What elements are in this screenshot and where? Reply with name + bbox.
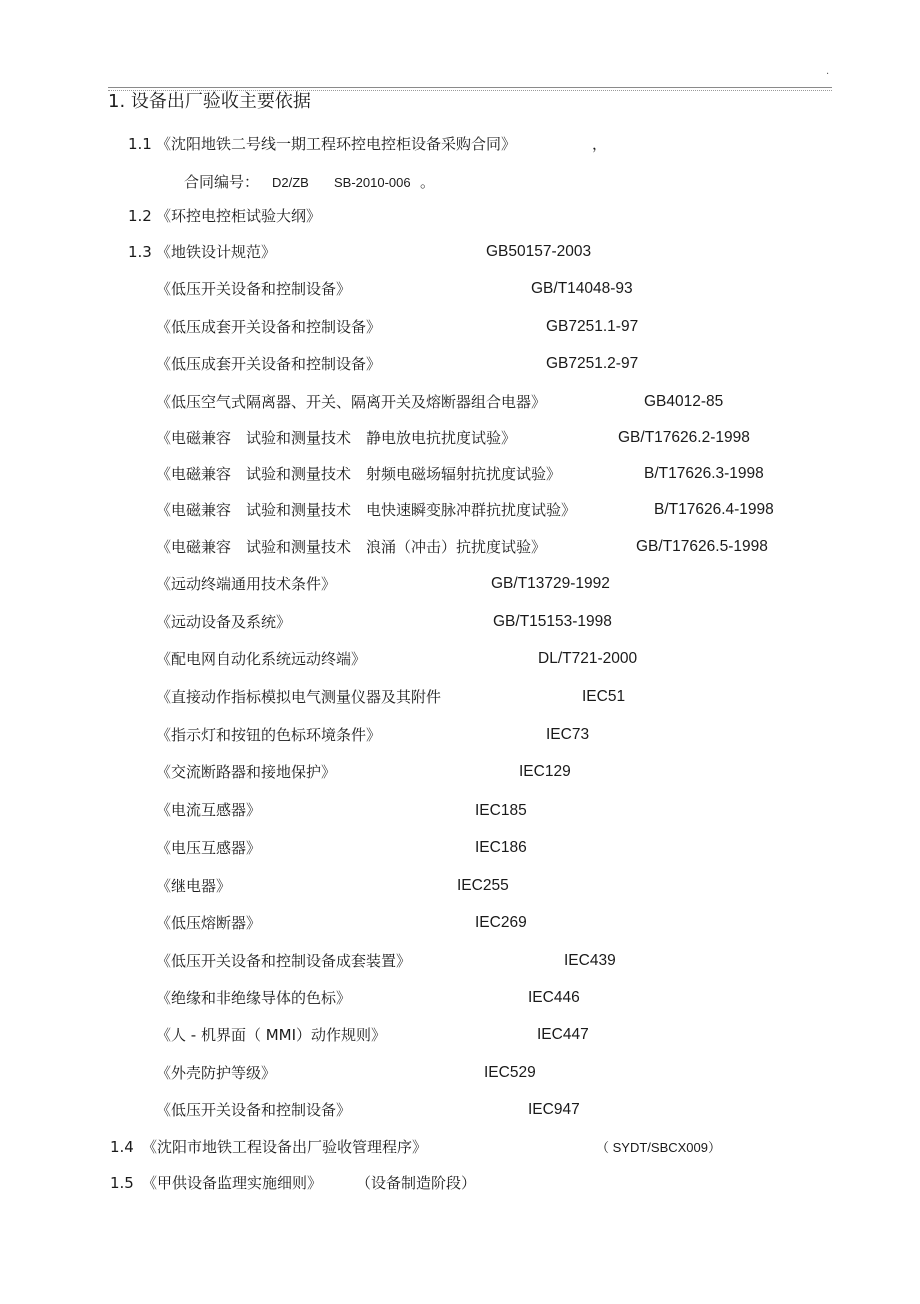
standard-title: 《低压开关设备和控制设备》 bbox=[156, 1101, 352, 1119]
contract-end: 。 bbox=[420, 173, 436, 191]
standard-code: B/T17626.4-1998 bbox=[654, 501, 774, 518]
standard-title: 《电流互感器》 bbox=[156, 801, 262, 819]
contract-number-b: SB-2010-006 bbox=[334, 175, 411, 190]
standard-code: DL/T721-2000 bbox=[538, 650, 638, 667]
item-number: 1.1 bbox=[128, 135, 152, 153]
standard-code: （ SYDT/SBCX009） bbox=[596, 1140, 721, 1155]
standard-title: 《远动终端通用技术条件》 bbox=[156, 575, 337, 593]
item-note: （设备制造阶段） bbox=[356, 1174, 477, 1192]
item-number: 1.4 bbox=[110, 1138, 134, 1156]
item-title: 《环控电控柜试验大纲》 bbox=[156, 207, 322, 225]
standard-title: 《低压开关设备和控制设备成套装置》 bbox=[156, 952, 412, 970]
item-number: 1.2 bbox=[128, 207, 152, 225]
item-number: 1.5 bbox=[110, 1174, 134, 1192]
standard-code: IEC186 bbox=[475, 839, 527, 856]
standard-code: IEC447 bbox=[537, 1026, 589, 1043]
standard-title: 《低压熔断器》 bbox=[156, 914, 262, 932]
item-title: 《甲供设备监理实施细则》 bbox=[142, 1174, 323, 1192]
standard-code: GB50157-2003 bbox=[486, 243, 592, 260]
standard-code: IEC269 bbox=[475, 914, 527, 931]
standard-title: 《低压空气式隔离器、开关、隔离开关及熔断器组合电器》 bbox=[156, 393, 547, 411]
page-mark: . bbox=[826, 66, 830, 77]
contract-label: 合同编号： bbox=[184, 173, 260, 191]
standard-title: 《指示灯和按钮的色标环境条件》 bbox=[156, 726, 382, 744]
standard-code: GB/T17626.5-1998 bbox=[636, 538, 768, 555]
header-rule bbox=[108, 87, 832, 88]
standard-code: IEC439 bbox=[564, 952, 616, 969]
section-title: 1. 设备出厂验收主要依据 bbox=[108, 91, 311, 112]
standard-code: IEC529 bbox=[484, 1064, 536, 1081]
standard-code: IEC947 bbox=[528, 1101, 580, 1118]
standard-title: 《继电器》 bbox=[156, 877, 232, 895]
standard-code: IEC51 bbox=[582, 688, 626, 705]
standard-title: 《电磁兼容 试验和测量技术 浪涌（冲击）抗扰度试验》 bbox=[156, 538, 547, 556]
standard-title: 《绝缘和非绝缘导体的色标》 bbox=[156, 989, 352, 1007]
contract-number-a: D2/ZB bbox=[272, 175, 309, 190]
standard-code: IEC185 bbox=[475, 802, 527, 819]
standard-title: 《低压成套开关设备和控制设备》 bbox=[156, 355, 382, 373]
standard-code: GB/T14048-93 bbox=[531, 280, 633, 297]
standard-title: 《低压开关设备和控制设备》 bbox=[156, 280, 352, 298]
item-trailing-comma: ， bbox=[592, 135, 608, 153]
standard-title: 《配电网自动化系统远动终端》 bbox=[156, 650, 367, 668]
item-number: 1.3 bbox=[128, 243, 152, 261]
standard-code: GB/T17626.2-1998 bbox=[618, 429, 750, 446]
standard-code: GB/T13729-1992 bbox=[491, 575, 610, 592]
standard-code: B/T17626.3-1998 bbox=[644, 465, 764, 482]
standard-code: IEC129 bbox=[519, 763, 571, 780]
standard-code: GB4012-85 bbox=[644, 393, 724, 410]
standard-title: 《电磁兼容 试验和测量技术 射频电磁场辐射抗扰度试验》 bbox=[156, 465, 562, 483]
standard-title: 《电磁兼容 试验和测量技术 电快速瞬变脉冲群抗扰度试验》 bbox=[156, 501, 577, 519]
standard-code: IEC255 bbox=[457, 877, 509, 894]
item-title: 《地铁设计规范》 bbox=[156, 243, 277, 261]
standard-code: GB7251.2-97 bbox=[546, 355, 639, 372]
standard-code: GB/T15153-1998 bbox=[493, 613, 612, 630]
standard-title: 《外壳防护等级》 bbox=[156, 1064, 277, 1082]
standard-code: GB7251.1-97 bbox=[546, 318, 639, 335]
standard-code: IEC73 bbox=[546, 726, 590, 743]
standard-title: 《人 - 机界面（ MMI）动作规则》 bbox=[156, 1026, 387, 1044]
standard-title: 《交流断路器和接地保护》 bbox=[156, 763, 337, 781]
standard-title: 《直接动作指标模拟电气测量仪器及其附件 bbox=[156, 688, 442, 706]
standard-title: 《远动设备及系统》 bbox=[156, 613, 292, 631]
standard-title: 《电压互感器》 bbox=[156, 839, 262, 857]
standard-code: IEC446 bbox=[528, 989, 580, 1006]
standard-title: 《低压成套开关设备和控制设备》 bbox=[156, 318, 382, 336]
item-title: 《沈阳地铁二号线一期工程环控电控柜设备采购合同》 bbox=[156, 135, 517, 153]
standard-title: 《电磁兼容 试验和测量技术 静电放电抗扰度试验》 bbox=[156, 429, 517, 447]
item-title: 《沈阳市地铁工程设备出厂验收管理程序》 bbox=[142, 1138, 428, 1156]
